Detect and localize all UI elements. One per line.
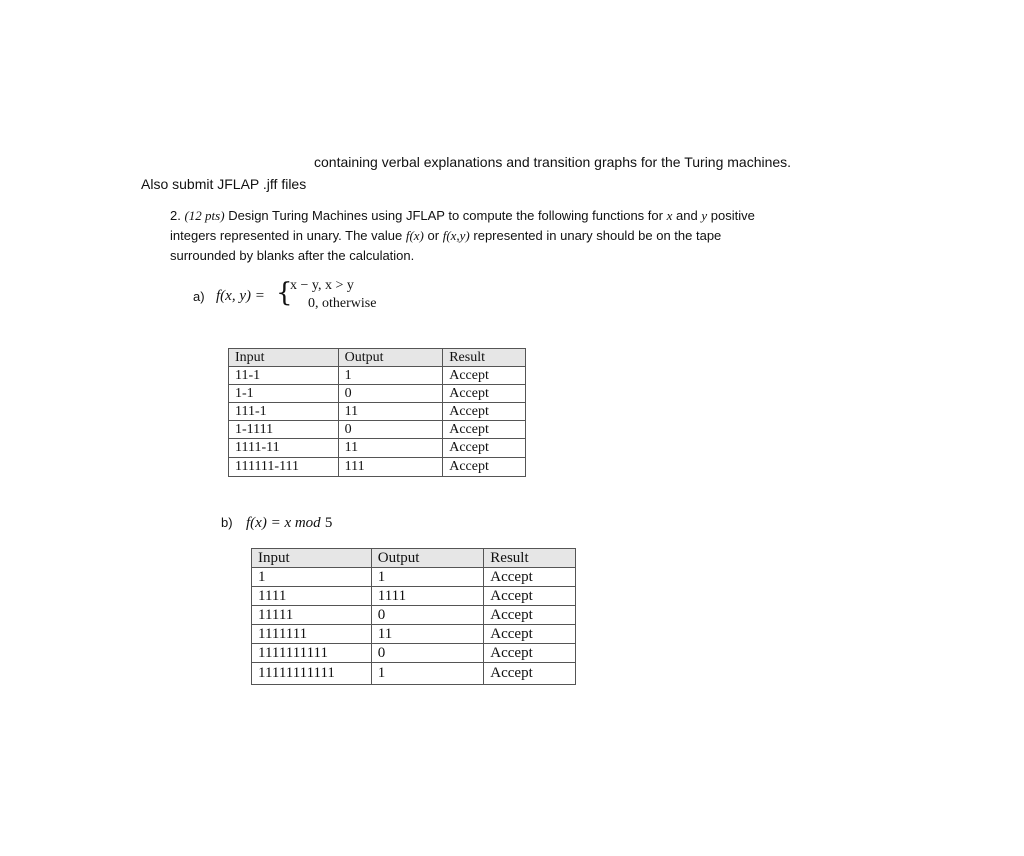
part-a-lhs: f(x, y) =: [216, 288, 265, 304]
cell-output: 0: [371, 606, 484, 625]
question-line-2a: integers represented in unary. The value: [170, 228, 403, 243]
cell-result: Accept: [443, 367, 526, 385]
part-a-case-1: x − y, x > y: [290, 278, 354, 293]
var-y: y: [701, 208, 708, 223]
cell-output: 1: [338, 367, 443, 385]
cell-result: Accept: [443, 403, 526, 421]
cell-input: 1111111: [252, 625, 372, 644]
table-row: [252, 587, 576, 606]
col-header-input: Input: [252, 549, 372, 568]
part-b-formula-wrap: [246, 514, 332, 532]
table-part-a: [228, 348, 526, 477]
cell-output: 111: [338, 458, 443, 477]
cell-result: Accept: [484, 606, 576, 625]
cell-input: 1111: [252, 587, 372, 606]
cell-input: 1-1111: [229, 421, 339, 439]
cell-result: Accept: [443, 458, 526, 477]
header-line-1: containing verbal explanations and transition graphs for the Turing machines.: [314, 154, 792, 170]
cell-output: 1: [371, 663, 484, 685]
cell-output: 1: [371, 568, 484, 587]
header-line-2: Also submit JFLAP .jff files: [141, 176, 307, 192]
question-points: (12 pts): [184, 208, 225, 223]
cell-output: 0: [338, 385, 443, 403]
question-line-2: [170, 228, 721, 244]
part-b-label: b): [221, 515, 233, 530]
table-row: [252, 644, 576, 663]
cell-result: Accept: [443, 439, 526, 458]
piecewise-brace: {: [276, 278, 293, 308]
cell-output: 0: [371, 644, 484, 663]
table-row: [229, 385, 526, 403]
fx-term: f(x): [405, 228, 424, 243]
table-row: [252, 568, 576, 587]
table-row: [229, 421, 526, 439]
question-line-1: [170, 208, 755, 224]
cell-input: 111-1: [229, 403, 339, 421]
part-b-formula-num: 5: [324, 515, 333, 531]
cell-result: Accept: [443, 421, 526, 439]
part-b-formula: f(x) = x mod: [246, 515, 321, 531]
cell-input: 1-1: [229, 385, 339, 403]
table-row: [252, 663, 576, 685]
cell-output: 11: [338, 403, 443, 421]
cell-input: 11111111111: [252, 663, 372, 685]
table-row: [229, 458, 526, 477]
part-a-case-2: 0, otherwise: [308, 296, 377, 311]
fxy-term: f(x,y): [442, 228, 470, 243]
cell-input: 1111111111: [252, 644, 372, 663]
col-header-result: Result: [484, 549, 576, 568]
question-line-3: surrounded by blanks after the calculation.: [170, 248, 415, 263]
table-row: [252, 606, 576, 625]
cell-result: Accept: [484, 625, 576, 644]
cell-output: 0: [338, 421, 443, 439]
table-part-b: [251, 548, 576, 685]
cell-input: 11111: [252, 606, 372, 625]
or-word: or: [427, 228, 440, 243]
question-line-2b: represented in unary should be on the tape: [473, 228, 722, 243]
cell-result: Accept: [484, 568, 576, 587]
table-row: [229, 439, 526, 458]
cell-result: Accept: [484, 587, 576, 606]
cell-input: 1111-11: [229, 439, 339, 458]
col-header-result: Result: [443, 349, 526, 367]
part-a-label: a): [193, 289, 205, 304]
col-header-input: Input: [229, 349, 339, 367]
table-row: [252, 625, 576, 644]
cell-input: 11-1: [229, 367, 339, 385]
var-x: x: [666, 208, 673, 223]
cell-output: 1111: [371, 587, 484, 606]
table-header-row: [229, 349, 526, 367]
positive-word: positive: [710, 208, 755, 223]
cell-input: 111111-111: [229, 458, 339, 477]
cell-result: Accept: [484, 644, 576, 663]
table-row: [229, 367, 526, 385]
question-number: 2.: [170, 208, 181, 223]
and-word: and: [676, 208, 698, 223]
cell-output: 11: [338, 439, 443, 458]
table-header-row: [252, 549, 576, 568]
cell-result: Accept: [443, 385, 526, 403]
cell-result: Accept: [484, 663, 576, 685]
table-row: [229, 403, 526, 421]
cell-output: 11: [371, 625, 484, 644]
col-header-output: Output: [371, 549, 484, 568]
question-text: Design Turing Machines using JFLAP to compute the following functions for: [228, 208, 663, 223]
col-header-output: Output: [338, 349, 443, 367]
cell-input: 1: [252, 568, 372, 587]
